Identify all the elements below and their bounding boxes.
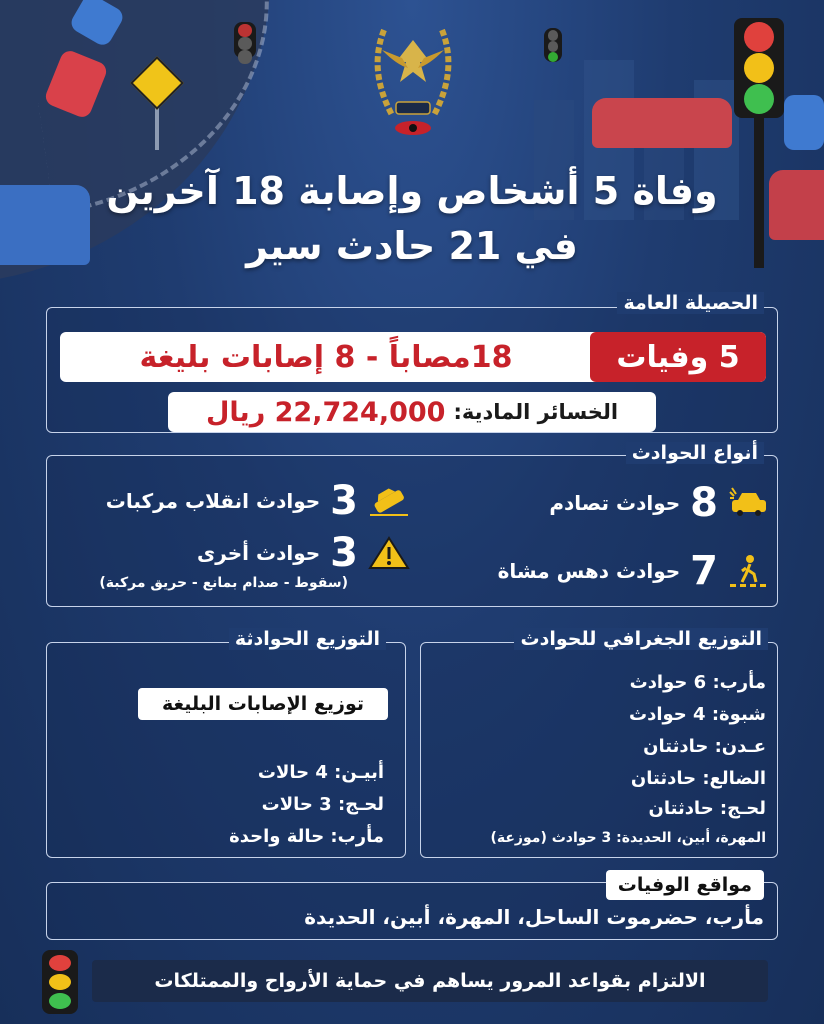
collision-count: 8	[690, 480, 718, 526]
rollover-count: 3	[330, 478, 358, 524]
injury-line: لحـج: 3 حالات	[261, 794, 384, 815]
geo-line: مأرب: 6 حوادث	[629, 672, 766, 693]
geo-distribution-label: التوزيع الجغرافي للحوادث	[514, 628, 768, 650]
traffic-light-icon	[734, 18, 784, 118]
car-collision-icon	[728, 486, 770, 520]
other-accidents-detail: (سقوط - صدام بمانع - حريق مركبة)	[99, 575, 348, 591]
pedestrian-crossing-icon	[728, 554, 770, 588]
car-illustration	[769, 170, 824, 240]
deaths-count: 5 وفيات	[590, 332, 766, 382]
geo-line: المهرة، أبين، الحديدة: 3 حوادث (موزعة)	[490, 830, 766, 846]
collision-accidents	[549, 480, 770, 526]
severe-injuries-subhead: توزيع الإصابات البليغة	[138, 688, 388, 720]
material-losses	[168, 392, 656, 432]
warning-icon	[368, 536, 410, 570]
rollover-text: حوادث انقلاب مركبات	[105, 489, 321, 513]
geo-line: لحـج: حادثتان	[648, 798, 766, 819]
other-count: 3	[330, 530, 358, 576]
car-illustration	[592, 98, 732, 148]
car-illustration	[784, 95, 824, 150]
car-rollover-icon	[368, 484, 410, 518]
page-title-line1: وفاة 5 أشخاص وإصابة 18 آخرين	[106, 169, 718, 213]
injury-distribution-label: التوزيع الحوادثة	[229, 628, 386, 650]
injury-line: أبيـن: 4 حالات	[257, 762, 384, 783]
police-emblem-icon	[362, 10, 464, 140]
collision-text: حوادث تصادم	[549, 491, 681, 515]
pedestrian-text: حوادث دهس مشاة	[497, 559, 681, 583]
geo-line: الضالع: حادثتان	[630, 768, 766, 789]
rollover-accidents	[106, 478, 410, 524]
traffic-light-icon	[234, 22, 256, 58]
losses-label: الخسائر المادية:	[453, 400, 619, 424]
traffic-light-icon	[42, 950, 78, 1014]
death-locations-label: مواقع الوفيات	[606, 870, 764, 900]
traffic-light-icon	[544, 28, 562, 62]
other-accidents	[197, 530, 410, 576]
death-locations-list: مأرب، حضرموت الساحل، المهرة، أبين، الحديدة	[304, 905, 764, 929]
footer-message: الالتزام بقواعد المرور يساهم في حماية الأرواح والممتلكات	[92, 960, 768, 1002]
summary-label: الحصيلة العامة	[617, 292, 764, 314]
summary-bar	[60, 332, 766, 382]
geo-line: عـدن: حادثتان	[643, 736, 766, 757]
losses-value: 22,724,000 ريال	[205, 396, 446, 428]
pedestrian-count: 7	[690, 548, 718, 594]
injuries-count: 18مصاباً - 8 إصابات بليغة	[139, 339, 513, 375]
other-text: حوادث أخرى	[196, 541, 321, 565]
page-title-line2: في 21 حادث سير	[246, 224, 578, 268]
injury-line: مأرب: حالة واحدة	[229, 826, 384, 847]
geo-line: شبوة: 4 حوادث	[629, 704, 766, 725]
accident-types-label: أنواع الحوادث	[626, 442, 764, 464]
pedestrian-accidents	[498, 548, 770, 594]
